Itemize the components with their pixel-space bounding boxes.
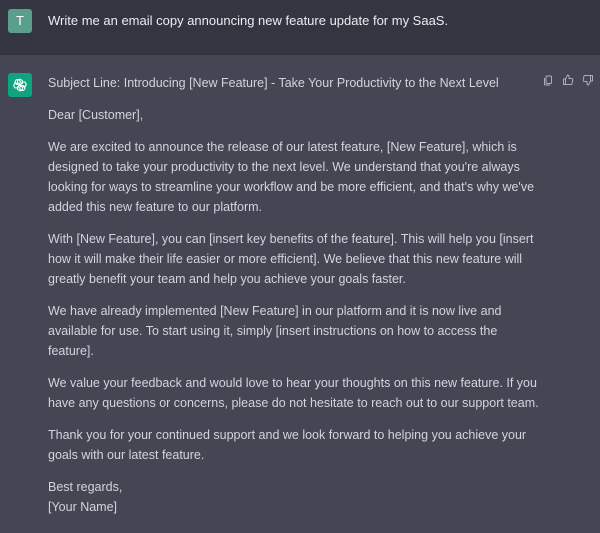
email-paragraph: Thank you for your continued support and we look forward to helping you achieve your goals with our latest feature. <box>48 428 527 462</box>
assistant-response <box>48 73 543 517</box>
assistant-message-row <box>0 55 600 533</box>
email-signature: [Your Name] <box>48 500 118 514</box>
copy-icon[interactable] <box>542 74 554 86</box>
openai-logo-icon <box>12 77 28 93</box>
user-avatar: T <box>8 9 32 33</box>
user-message-row <box>0 0 600 55</box>
message-actions <box>542 74 594 86</box>
email-signoff: Best regards, <box>48 480 123 494</box>
email-paragraph: With [New Feature], you can [insert key benefits of the feature]. This will help you [insert how it will make their life easier or more efficient]. We believe that this new feature will greatly benefit your team and help you achieve your goals faster. <box>48 232 534 286</box>
email-paragraph: We are excited to announce the release of our latest feature, [New Feature], which is designed to take your productivity to the next level. We understand that you're always looking for ways to streamline your workflow and be more efficient, and that's why we've added this new feature to our platform. <box>48 140 535 214</box>
thumbs-down-icon[interactable] <box>582 74 594 86</box>
email-paragraph: We have already implemented [New Feature] in our platform and it is now live and available for use. To start using it, simply [insert instructions on how to access the feature]. <box>48 304 502 358</box>
assistant-avatar <box>8 73 32 97</box>
user-prompt-text: Write me an email copy announcing new feature update for my SaaS. <box>48 13 449 28</box>
thumbs-up-icon[interactable] <box>562 74 574 86</box>
email-subject-line: Subject Line: Introducing [New Feature] - Take Your Productivity to the Next Level <box>48 76 499 90</box>
email-greeting: Dear [Customer], <box>48 108 144 122</box>
email-paragraph: We value your feedback and would love to hear your thoughts on this new feature. If you have any questions or concerns, please do not hesitate to reach out to our support team. <box>48 376 539 410</box>
